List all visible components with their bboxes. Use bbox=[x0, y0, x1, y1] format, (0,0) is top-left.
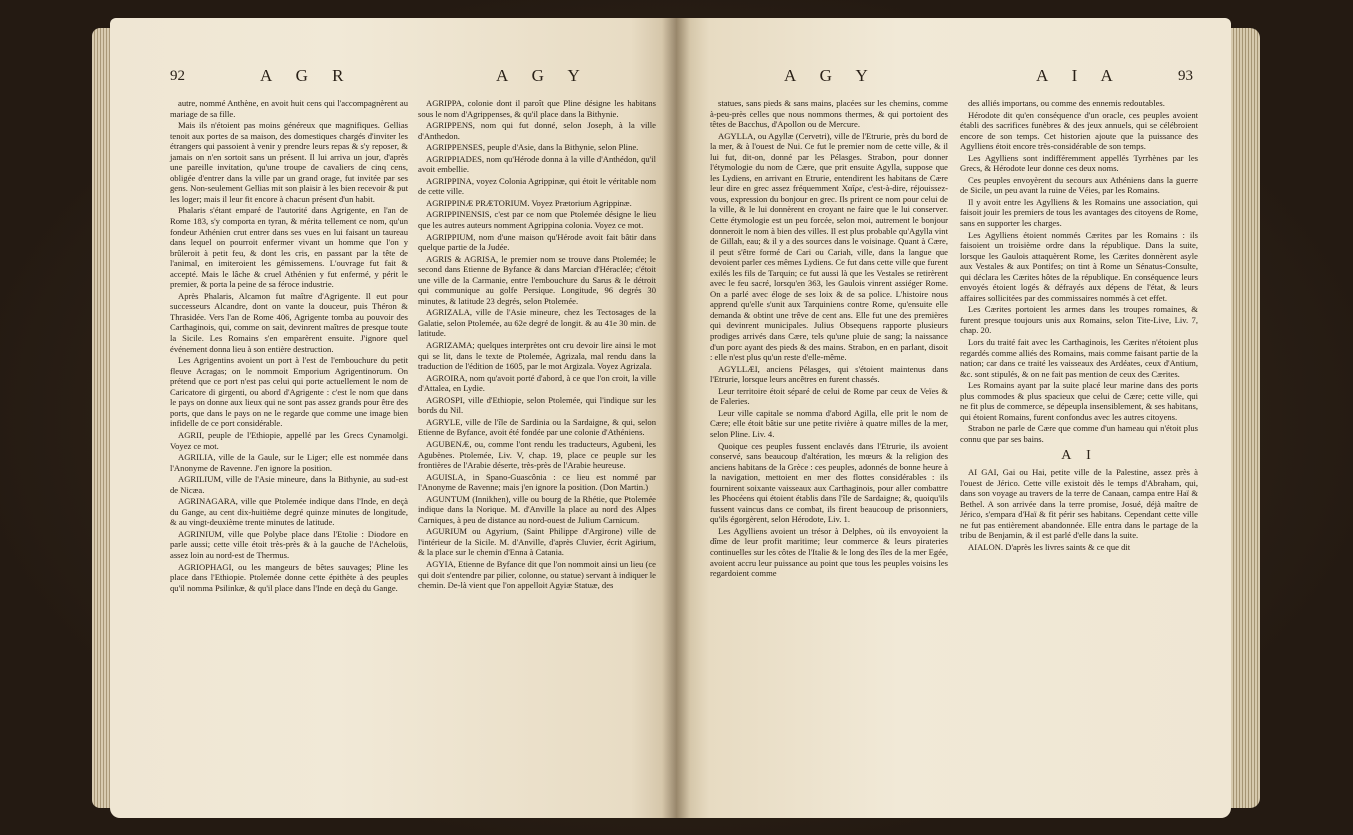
right-column-1 bbox=[710, 98, 948, 580]
entry-paragraph: Hérodote dit qu'en conséquence d'un oracle, ces peuples avoient établi des sacrifices funèbres & des jeux annuels, qui se célébroient encore de son temps. Cet historien ajoute que la puissance des Agylliens étoit encore très-considérable de son temps. bbox=[960, 109, 1198, 152]
entry-paragraph: AGRYLE, ville de l'île de Sardinia ou la Sardaigne, & qui, selon Etienne de Byfance, avoit été fondée par une colonie d'Athéniens. bbox=[418, 416, 656, 438]
entry-paragraph: AGUNTUM (Innikhen), ville ou bourg de la Rhétie, que Ptolemée indique dans la Norique. M. d'Anville la place au nord des Alpes Carniques, à peu de distance au nord-ouest de Julium Carnicum. bbox=[418, 493, 656, 525]
entry-paragraph: Mais ils n'étoient pas moins généreux que magnifiques. Gellias tenoit aux portes de sa maison, des domestiques chargés d'inviter les étrangers qui passoient à venir y prendre leurs repas & s'y reposer, & jamais on n'en sortoit sans un présent. Il lui arriva un jour, d'après une pareille invitation, qu'une troupe de cavaliers de cinq cens, obligée d'entrer dans la ville par un grand orage, fut invitée par ses gens. Non-seulement Gellias mit son plaisir à les bien recevoir & put les loger; mais il leur fit encore à chacun présent d'un habit. bbox=[170, 120, 408, 204]
page-number: 93 bbox=[1178, 68, 1193, 84]
entry-paragraph: AGROSPI, ville d'Ethiopie, selon Ptolemée, qui l'indique sur les bords du Nil. bbox=[418, 394, 656, 416]
entry-paragraph: AGRIPPINA, voyez Colonia Agrippinæ, qui étoit le véritable nom de cette ville. bbox=[418, 175, 656, 197]
running-header-right: A I A bbox=[1036, 66, 1123, 85]
entry-paragraph: AI GAI, Gai ou Hai, petite ville de la Palestine, assez près à l'ouest de Jérico. Cette ville existoit dès le temps d'Abraham, qui, dans son voyage au travers de la terre de Canaan, campa entre Haï & Bethel. A son arrivée dans la terre promise, Josué, déjà maître de Jérico, s'empara d'Haï & fit périr ses habitans. Cependant cette ville ne fut pas entièrement abandonnée. Elle entra dans le partage de la tribu de Benjamin, & il est parlé d'elle dans la suite. bbox=[960, 467, 1198, 541]
entry-paragraph: AGRIPPIADES, nom qu'Hérode donna à la ville d'Anthédon, qu'il avoit embellie. bbox=[418, 153, 656, 175]
entry-paragraph: AGRIZAMA; quelques interprètes ont cru devoir lire ainsi le mot qui se lit, dans le texte de Ptolemée, Agrizala, mal rendu dans la traduction de l'édition de 1605, par le mot Argizala. Voyez Agrizala. bbox=[418, 340, 656, 372]
running-header-left: A G R bbox=[260, 66, 354, 85]
entry-paragraph: Il y avoit entre les Agylliens & les Romains une association, qui faisoit jouir les premiers de tous les avantages des citoyens de Rome, sans en supporter les charges. bbox=[960, 196, 1198, 229]
entry-paragraph: AGROIRA, nom qu'avoit porté d'abord, à ce que l'on croit, la ville d'Attalea, en Lydie. bbox=[418, 372, 656, 394]
entry-paragraph: statues, sans pieds & sans mains, placées sur les chemins, comme à-peu-près celles que nous nommons thermes, & qui portoient des têtes de Bacchus, d'Apollon ou de Mercure. bbox=[710, 98, 948, 130]
entry-paragraph: AGURIUM ou Agyrium, (Saint Philippe d'Argirone) ville de l'intérieur de la Sicile. M. d'Anville, d'après Cluvier, écrit Agirium, & la place sur le chemin d'Enna à Catania. bbox=[418, 526, 656, 558]
entry-paragraph: AGRIS & AGRISA, le premier nom se trouve dans Ptolemée; le second dans Etienne de Byfance & dans Marcian d'Héraclée; c'étoit une ville de la Carmanie, entre l'embouchure du Sarus & le détroit qui communique au golfe Persique. Longitude, 96 degrés 30 minutes, & latitude 23 degrés, selon Ptolemée. bbox=[418, 253, 656, 306]
entry-paragraph: AGRIPPINÆ PRÆTORIUM. Voyez Prætorium Agrippinæ. bbox=[426, 197, 632, 208]
left-column-1 bbox=[170, 98, 408, 594]
entry-paragraph: autre, nommé Anthène, en avoit huit cens qui l'accompagnèrent au mariage de sa fille. bbox=[170, 98, 408, 119]
entry-paragraph: Les Cærites portoient les armes dans les troupes romaines, & furent presque toujours unis aux Romains, selon Tite-Live, Liv. 7, chap. 20. bbox=[960, 304, 1198, 336]
entry-paragraph: Les Agylliens avoient un trésor à Delphes, où ils envoyoient la dîme de leur profit maritime; leur commerce & leurs pirateries continuelles sur les côtes de l'Italie & le long des îles de la mer Egée, avoient accru leur puissance au point que tous les peuples voisins les regardoient comme bbox=[710, 525, 948, 579]
running-header-left: A G Y bbox=[784, 66, 878, 85]
entry-paragraph: AGRILIUM, ville de l'Asie mineure, dans la Bithynie, au sud-est de Nicæa. bbox=[170, 474, 408, 495]
entry-paragraph: AGRIPPENSES, peuple d'Asie, dans la Bithynie, selon Pline. bbox=[426, 142, 639, 153]
entry-paragraph: AGRINAGARA, ville que Ptolemée indique dans l'Inde, en deçà du Gange, au cent dix-huitième degré quinze minutes de longitude, & au vingt-deuxième trente minutes de latitude. bbox=[170, 496, 408, 528]
entry-paragraph: Après Phalaris, Alcamon fut maître d'Agrigente. Il eut pour successeurs Alcandre, dont on vante la douceur, puis Théron & Thrasidée. Vers l'an de Rome 406, Agrigente tomba au pouvoir des Carthaginois, qui, comme on sait, devinrent maîtres de presque toute la Sicile. Les Romains s'en emparèrent ensuite. J'ignore quel événement donna lieu à son entière destruction. bbox=[170, 290, 408, 354]
entry-paragraph: AGRIPPENS, nom qui fut donné, selon Joseph, à la ville d'Anthedon. bbox=[418, 120, 656, 141]
running-header-right: A G Y bbox=[496, 66, 590, 85]
book-gutter bbox=[662, 18, 690, 818]
entry-paragraph: AGYIA, Etienne de Byfance dit que l'on nommoit ainsi un lieu (ce qui doit s'entendre par pilier, colonne, ou statue) servant à indiquer le chemin. De-là vient que l'on appelloit Agyiæ Statuæ, des bbox=[418, 558, 656, 591]
entry-paragraph: Phalaris s'étant emparé de l'autorité dans Agrigente, en l'an de Rome 183, s'y comporta en tyran, & mérita tellement ce nom, qu'un fondeur Athénien crut entrer dans ses vues en lui faisant un taureau dans lequel on pourroit enfermer vivant un homme que l'on y brûleroit à petit feu, & dont les cris, en passant par la tête de l'animal, en imiteroient les gémissemens. L'ouvrage fut fait & accepté. Mais le lâche & cruel Athénien y fut enfermé, y périt le premier, & porta la peine de sa féroce industrie. bbox=[170, 205, 408, 290]
entry-paragraph: AGUBENÆ, ou, comme l'ont rendu les traducteurs, Agubeni, les Agubènes. Ptolemée, Liv. V, chap. 19, place ce peuple sur les frontières de l'Arabie déserte, très-près de l'Arabie heureuse. bbox=[418, 438, 656, 471]
entry-paragraph: AGRIPPA, colonie dont il paroît que Pline désigne les habitans sous le nom d'Agrippenses, & qu'il place dans la Bithynie. bbox=[418, 98, 656, 119]
entry-paragraph: Strabon ne parle de Cære que comme d'un hameau qui n'étoit plus connu que par ses bains. bbox=[960, 423, 1198, 444]
entry-paragraph: Les Agylliens sont indifféremment appellés Tyrrhènes par les Grecs, & Hérodote leur donne ces deux noms. bbox=[960, 152, 1198, 174]
entry-paragraph: des alliés importans, ou comme des ennemis redoutables. bbox=[968, 98, 1165, 108]
right-page bbox=[676, 18, 1231, 818]
section-heading: A I bbox=[1061, 447, 1097, 463]
entry-paragraph: Leur territoire étoit séparé de celui de Rome par ceux de Veïes & de Faleries. bbox=[710, 385, 948, 407]
entry-paragraph: Leur ville capitale se nomma d'abord Agilla, elle prit le nom de Cære; elle étoit bâtie sur une petite rivière à quatre milles de la mer, selon Pline. Liv. 4. bbox=[710, 407, 948, 439]
entry-paragraph: Les Agylliens étoient nommés Cærites par les Romains : ils faisoient un troisième ordre dans la république. Dans la suite, lorsque les Gaulois attaquèrent Rome, les Cærites donnèrent asyle aux Vestales & aux Pontifes; on tint à Rome un Sénatus-Consulte, qui déclara les Cærites hôtes de la république. En conséquence leurs envoyés étoient logés & défrayés aux dépens de l'état, & leurs affaires sollicitées par des commissaires nommés à cet effet. bbox=[960, 229, 1198, 303]
entry-paragraph: AGRIOPHAGI, ou les mangeurs de bêtes sauvages; Pline les place dans l'Ethiopie. Ptolemée donne cette épithète à des peuples qu'il nomma Psilinkæ, & qu'il place dans l'Inde en deçà du Gange. bbox=[170, 561, 408, 593]
entry-paragraph: Ces peuples envoyèrent du secours aux Athéniens dans la guerre de Sicile, un peu avant la ruine de Véies, par les Romains. bbox=[960, 174, 1198, 196]
entry-paragraph: Quoique ces peuples fussent enclavés dans l'Etrurie, ils avoient conservé, sans beaucoup d'altération, les mœurs & la religion des anciens habitans de la Grèce : ces peuples, adonnés de bonne heure à la navigation, mettoient en mer des flottes considérables : ils fournirent soixante vaisseaux aux Carthaginois, pour aller combattre les Phocéens qui étoient établis dans l'île de Sardaigne; &, quoiqu'ils fussent vaincus dans ce combat, ils firent beaucoup de prisonniers, qu'ils égorgèrent, selon Hérodote, Liv. 1. bbox=[710, 440, 948, 525]
entry-paragraph: Lors du traité fait avec les Carthaginois, les Cærites n'étoient plus regardés comme alliés des Romains, mais comme faisant partie de la nation; car dans ce traité les vaisseaux des Ardéates, ceux d'Antium, &c. sont stipulés, & on ne fait pas mention de ceux des Cærites. bbox=[960, 337, 1198, 379]
page-number: 92 bbox=[170, 68, 185, 84]
left-page bbox=[110, 18, 676, 818]
entry-paragraph: AGRIPPIUM, nom d'une maison qu'Hérode avoit fait bâtir dans quelque partie de la Judée. bbox=[418, 231, 656, 253]
entry-paragraph: AGRIZALA, ville de l'Asie mineure, chez les Tectosages de la Galatie, selon Ptolemée, au 62e degré de longit. & au 41e 30 min. de latitude. bbox=[418, 307, 656, 339]
entry-paragraph: Les Romains ayant par la suite placé leur marine dans des ports plus commodes & plus spacieux que celui de Cære; cette ville, qui ne fit plus de commerce, se dépeupla insensiblement, & ses habitans, qui étoient Romains, furent confondus avec les autres citoyens. bbox=[960, 380, 1198, 422]
entry-paragraph: AGRII, peuple de l'Ethiopie, appellé par les Grecs Cynamolgi. Voyez ce mot. bbox=[170, 429, 408, 451]
entry-paragraph: AGRILIA, ville de la Gaule, sur le Liger; elle est nommée dans l'Anonyme de Ravenne. J'en ignore la position. bbox=[170, 452, 408, 473]
entry-paragraph: AGRIPPINENSIS, c'est par ce nom que Ptolemée désigne le lieu que les autres auteurs nomment Agrippina colonia. Voyez ce mot. bbox=[418, 209, 656, 231]
entry-paragraph: AIALON. D'après les livres saints & ce que dit bbox=[968, 541, 1131, 552]
right-column-2 bbox=[960, 98, 1198, 553]
entry-paragraph: AGRINIUM, ville que Polybe place dans l'Etolie : Diodore en parle aussi; cette ville étoit très-près & à la gauche de l'Acheloüs, assez loin au nord-est de Thermus. bbox=[170, 528, 408, 560]
entry-paragraph: Les Agrigentins avoient un port à l'est de l'embouchure du petit fleuve Acragas; on le nommoit Emporium Agrigentinorum. On prétend que ce port n'est pas celui qui porte actuellement le nom de Caricatore di girgenti, ou abord d'Agrigente : c'est le nom que dans le pays on donne aux lieux qui ne sont pas assez grands pour être des ports, que dans le pays on ne le regarde que comme une image bien infidelle de ce port considérable. bbox=[170, 355, 408, 429]
right-page-edges bbox=[1228, 28, 1260, 808]
left-column-2 bbox=[418, 98, 656, 592]
entry-paragraph: AGYLLÆI, anciens Pélasges, qui s'étoient maintenus dans l'Etrurie, lorsque leurs ancêtres en furent chassés. bbox=[710, 363, 948, 385]
entry-paragraph: AGYLLA, ou Agyllæ (Cervetri), ville de l'Etrurie, près du bord de la mer, & à l'ouest de Nui. Ce fut le premier nom de cette ville, & il lui fut, dit-on, donné par les Pélasges. Strabon, pour donner l'étymologie du nom de Cære, que prit ensuite Agylla, suppose que les Lydiens, en arrivant en Etrurie, entendirent les habitans de Cære leur dire en grec assez fréquemment Χαῖρε, c'est-à-dire, réjouissez-vous, expression du bonjour en grec. Ils prirent ce nom pour celui de la ville, & le lui donnèrent en croyant ne faire que le lui conserver. Cette étymologie est un peu forcée, selon moi, autrement le bonjour donneroit le nom à bien des villes. Il est plus probable qu'Agylla vint de Gillah, eau; & il y a des sources dans le voisinage. Quant à Cære, il peut s'être formé de Cari ou Cariah, ville, dans la langue que devoient parler ces mêmes Lydiens. Ce fut dans cette ville que furent exilés les fils de Tarquin; ce fut aussi là que les Vestales se retirèrent avec le feu sacré, lorsqu'en 363, les Gaulois vinrent assiéger Rome. On a parlé avec éloge de ses loix & de sa police. L'histoire nous apprend qu'elle s'unit aux Tarquiniens contre Rome, qu'ensuite elle demanda & obtint une trêve de cent ans. Elle fut une des premières qui devinrent municipales. Julius Obsequens rapporte plusieurs prodiges arrivés dans Cære, tels qu'une pluie de sang; la naissance d'un porc ayant des pieds & des mains. Strabon, en en parlant, disoit : elle n'est plus qu'un reste d'elle-même. bbox=[710, 130, 948, 363]
entry-paragraph: AGUISLA, in Spano-Guascônia : ce lieu est nommé par l'Anonyme de Ravenne; mais j'en ignore la position. (Don Martin.) bbox=[418, 471, 656, 493]
